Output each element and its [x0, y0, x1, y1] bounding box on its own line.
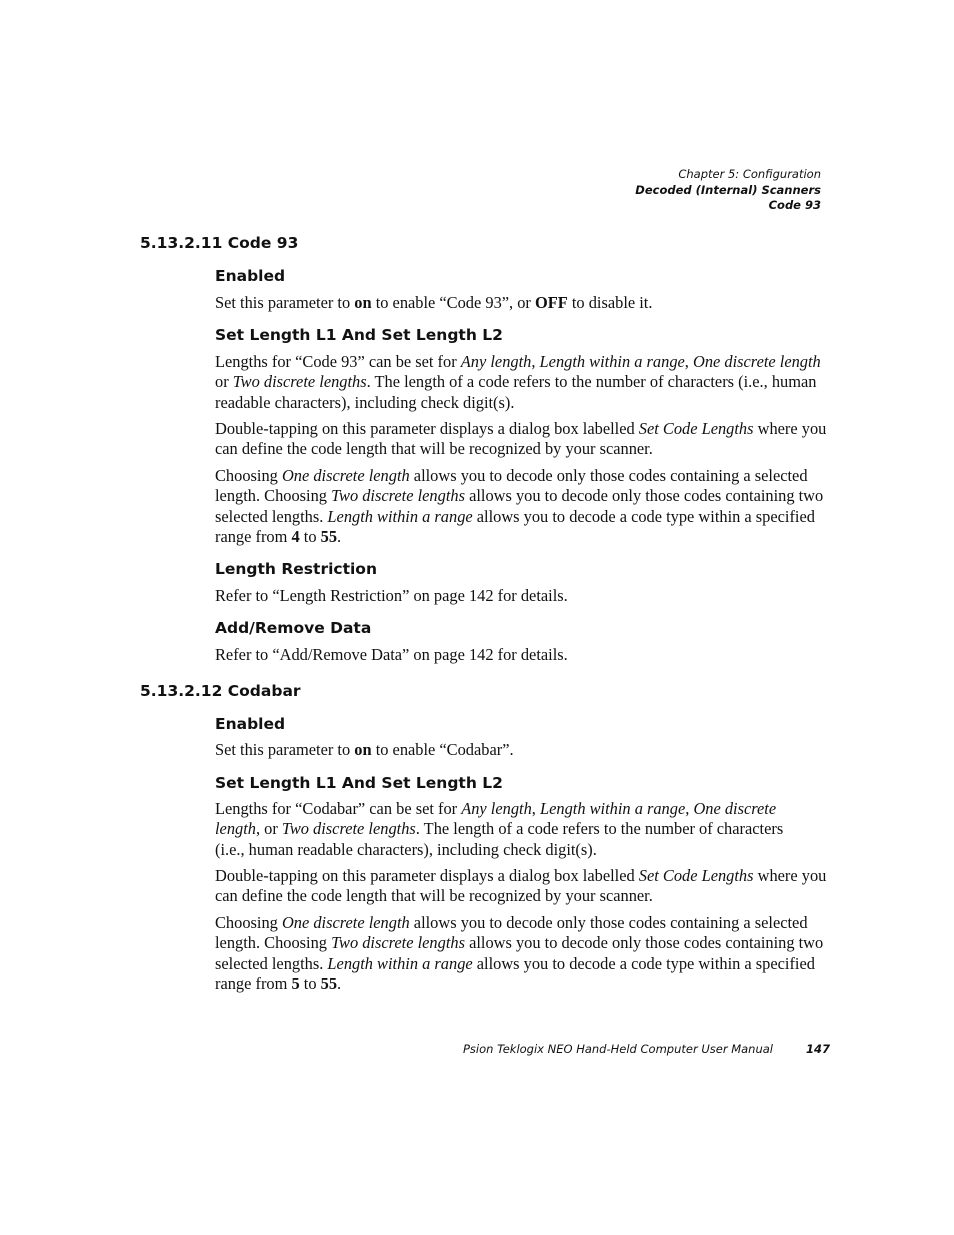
page-number: 147	[806, 1042, 831, 1056]
paragraph-code93-enabled: Set this parameter to on to enable “Code 93”, or OFF to disable it.	[215, 293, 653, 312]
subheading-code93-set-length: Set Length L1 And Set Length L2	[215, 326, 503, 344]
footer-manual-title: Psion Teklogix NEO Hand-Held Computer User Manual	[463, 1042, 773, 1056]
running-header-subsection: Code 93	[768, 198, 821, 213]
paragraph-code93-set-length-2: Double-tapping on this parameter displays a dialog box labelled Set Code Lengths where you can define the code length that will be recognized by your scanner.	[215, 419, 827, 459]
subheading-codabar-set-length: Set Length L1 And Set Length L2	[215, 774, 503, 792]
running-header-chapter: Chapter 5: Configuration	[678, 167, 821, 181]
paragraph-codabar-set-length-2: Double-tapping on this parameter displays a dialog box labelled Set Code Lengths where you can define the code length that will be recognized by your scanner.	[215, 866, 827, 906]
paragraph-code93-length-restriction: Refer to “Length Restriction” on page 142 for details.	[215, 586, 568, 605]
paragraph-codabar-set-length-1: Lengths for “Codabar” can be set for Any length, Length within a range, One discrete length, or Two discrete lengths. The length of a code refers to the number of characters (i.e., human readable characters), including check digit(s).	[215, 799, 784, 859]
running-header	[635, 167, 821, 214]
subheading-code93-length-restriction: Length Restriction	[215, 560, 377, 578]
subheading-codabar-enabled: Enabled	[215, 715, 286, 733]
paragraph-codabar-set-length-3: Choosing One discrete length allows you to decode only those codes containing a selected length. Choosing Two discrete lengths allows you to decode only those codes containing two selected lengths. Length within a range allows you to decode a code type within a specified range from 5 to 55.	[215, 913, 824, 993]
section-heading-codabar: 5.13.2.12 Codabar	[140, 682, 301, 700]
paragraph-code93-set-length-1: Lengths for “Code 93” can be set for Any length, Length within a range, One discrete length or Two discrete lengths. The length of a code refers to the number of characters (i.e., human readable characters), including check digit(s).	[215, 352, 821, 412]
subheading-code93-add-remove: Add/Remove Data	[215, 619, 372, 637]
running-header-section: Decoded (Internal) Scanners	[635, 182, 821, 197]
section-heading-code93: 5.13.2.11 Code 93	[140, 234, 299, 252]
subheading-code93-enabled: Enabled	[215, 267, 286, 285]
paragraph-codabar-enabled: Set this parameter to on to enable “Codabar”.	[215, 740, 514, 759]
paragraph-code93-set-length-3: Choosing One discrete length allows you to decode only those codes containing a selected length. Choosing Two discrete lengths allows you to decode only those codes containing two selected lengths. Length within a range allows you to decode a code type within a specified range from 4 to 55.	[215, 466, 824, 546]
paragraph-code93-add-remove: Refer to “Add/Remove Data” on page 142 for details.	[215, 645, 568, 664]
